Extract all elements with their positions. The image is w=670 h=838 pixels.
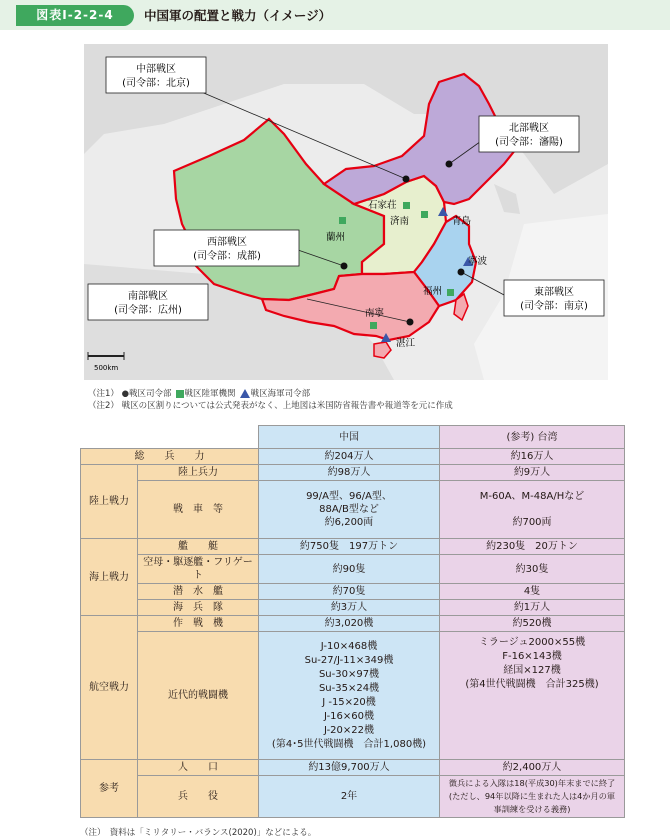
label-central — [106, 57, 206, 93]
city-fuzhou: 福州 — [423, 286, 443, 297]
figure-title: 中国軍の配置と戦力（イメージ） — [144, 8, 332, 23]
city-ningbo: 寧波 — [468, 256, 488, 267]
svg-text:北部戦区: 北部戦区 — [509, 123, 549, 134]
label-western — [154, 230, 299, 266]
table-row: 海上戦力 艦 艇 約750隻 197万トン 約230隻 20万トン — [81, 539, 625, 555]
label-eastern — [504, 280, 604, 316]
label-northern — [479, 116, 579, 152]
svg-text:西部戦区: 西部戦区 — [207, 237, 247, 248]
army-marker-nanning — [370, 322, 377, 329]
svg-text:(司令部：瀋陽): (司令部：瀋陽) — [495, 137, 563, 148]
legend-navy-icon — [240, 389, 250, 398]
table-row: 兵 役 2年 徴兵による入隊は18(平成30)年末までに終了 (ただし、94年以降に生まれた人は4か月の軍 事訓練を受ける義務) — [81, 776, 625, 818]
city-zhanjiang: 湛江 — [396, 338, 416, 349]
svg-text:(司令部：南京): (司令部：南京) — [520, 301, 588, 312]
col-china: 中国 — [259, 426, 440, 449]
hq-marker-nanjing — [458, 269, 465, 276]
table-footnote: （注） 資料は「ミリタリー・バランス(2020)」などによる。 — [80, 828, 317, 838]
note-1: （注1） ●戦区司令部 戦区陸軍機関 戦区海軍司令部 — [88, 389, 311, 399]
china-military-map — [84, 44, 608, 380]
col-taiwan: (参考) 台湾 — [440, 426, 625, 449]
legend-army-icon — [176, 390, 184, 398]
city-shijiazhuang: 石家荘 — [368, 200, 397, 211]
table-row: 陸上戦力 陸上兵力 約98万人 約9万人 — [81, 465, 625, 481]
svg-text:(司令部：北京): (司令部：北京) — [122, 78, 190, 89]
city-qingdao: 青島 — [452, 216, 472, 227]
svg-text:(司令部：広州): (司令部：広州) — [114, 305, 182, 316]
table-row: 海 兵 隊 約3万人 約1万人 — [81, 600, 625, 616]
table-row: 近代的戦闘機 J-10×468機 Su-27/J-11×349機 Su-30×97機 Su-35×24機 J -15×20機 J-16×60機 J-20×22機 (第4･5世代戦闘機 合計1,080機) ミラージュ2000×55機 F-16×143機 経国×127機 (第4世代戦闘機 合計325機) — [81, 632, 625, 760]
army-marker-shijiazhuang — [403, 202, 410, 209]
hq-marker-chengdu — [341, 263, 348, 270]
svg-text:500km: 500km — [94, 364, 119, 372]
city-jinan: 済南 — [390, 216, 410, 227]
army-marker-lanzhou — [339, 217, 346, 224]
hq-marker-shenyang — [446, 161, 453, 168]
figure-header — [0, 0, 670, 30]
table-row: 潜 水 艦 約70隻 4隻 — [81, 584, 625, 600]
table-row: 総 兵 力 約204万人 約16万人 — [81, 449, 625, 465]
svg-text:中部戦区: 中部戦区 — [136, 64, 176, 75]
svg-text:南部戦区: 南部戦区 — [128, 291, 168, 302]
hq-marker-beijing — [403, 176, 410, 183]
city-nanning: 南寧 — [365, 308, 385, 319]
note-2: （注2） 戦区の区割りについては公式発表がなく、上地図は米国防省報告書や報道等を元に作成 — [88, 401, 453, 411]
table-row: 航空戦力 作 戦 機 約3,020機 約520機 — [81, 616, 625, 632]
forces-table — [80, 425, 625, 818]
figure-number: 図表Ⅰ-2-2-4 — [16, 5, 134, 26]
svg-text:東部戦区: 東部戦区 — [534, 287, 574, 298]
table-row: 空母・駆逐艦・フリゲート 約90隻 約30隻 — [81, 555, 625, 584]
table-row: 戦 車 等 99/A型、96/A型、 88A/B型など 約6,200両 M-60A、M-48A/Hなど 約700両 — [81, 481, 625, 539]
army-marker-jinan — [421, 211, 428, 218]
label-southern — [88, 284, 208, 320]
army-marker-fuzhou — [447, 289, 454, 296]
table-header-row — [81, 426, 625, 449]
city-lanzhou: 蘭州 — [326, 232, 346, 243]
svg-text:(司令部：成都): (司令部：成都) — [193, 251, 261, 262]
table-row: 参考 人 口 約13億9,700万人 約2,400万人 — [81, 760, 625, 776]
hq-marker-guangzhou — [407, 319, 414, 326]
